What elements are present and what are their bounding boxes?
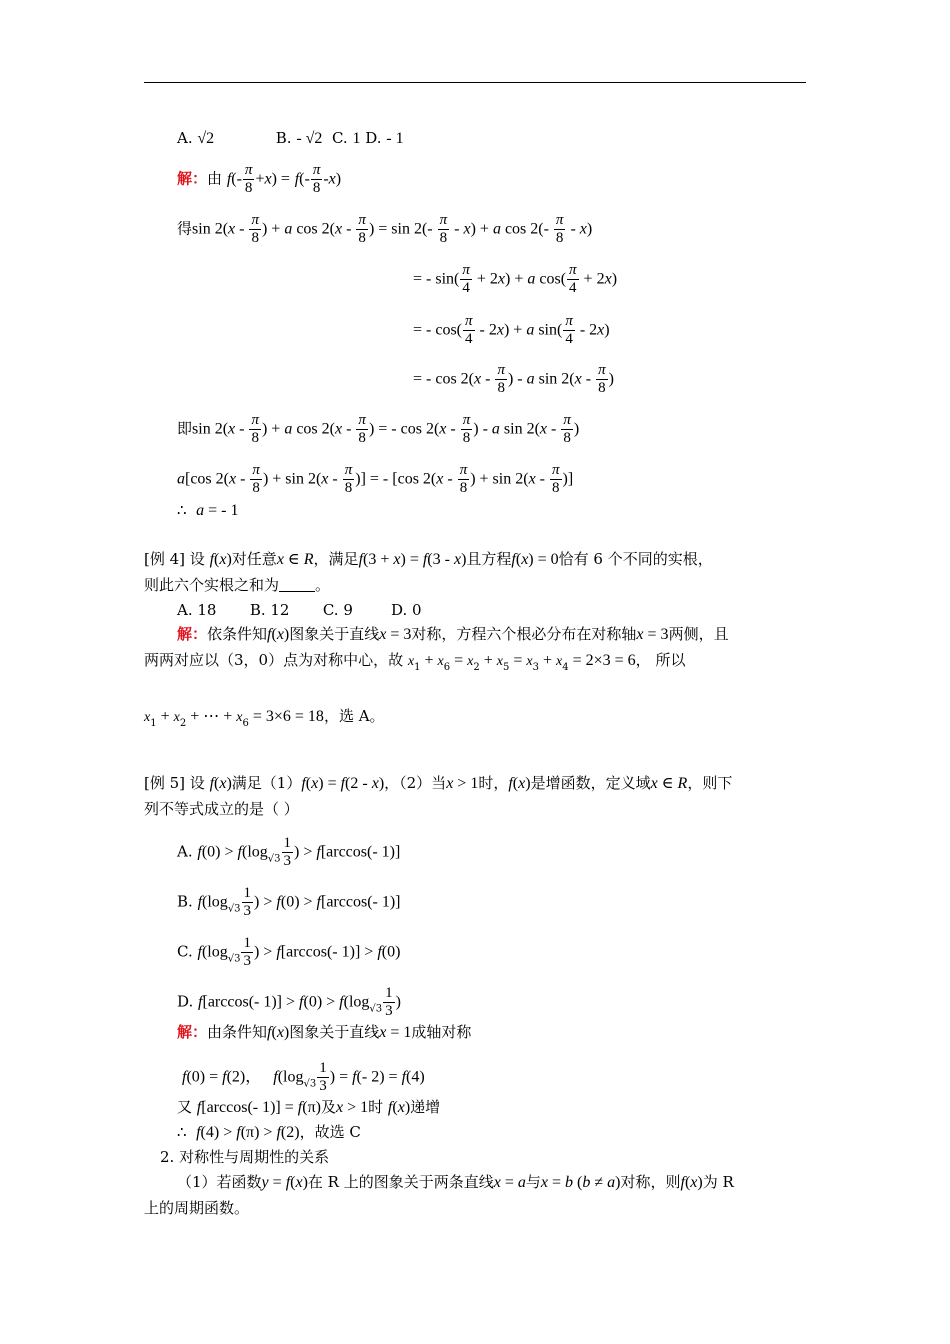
example4-options: A. 18 B. 12 C. 9 D. 0 bbox=[177, 601, 422, 619]
derivation-conclusion: ∴ a = - 1 bbox=[177, 501, 239, 519]
example5-option-d: D. f[arccos(- $1)] > f(0) > f(\log_{√3}$ $\frac{1}{3}$ ) bbox=[177, 985, 401, 1019]
example4-line2: 则此六个实根之和为 。 bbox=[144, 576, 331, 594]
derivation-line4: = - cos 2(x - $\frac{\pi}{8}$ ) - a sin 2(x - $\frac{\pi}{8}$ ) bbox=[413, 362, 614, 396]
example5-solution2: f(0) = f(2)， $f(\log_{√3}$ $\frac{1}{3}$ ) = f(- 2) = f(4) bbox=[182, 1060, 425, 1094]
section2-para2: 上的周期函数。 bbox=[144, 1199, 250, 1217]
derivation-line2: = - sin( $\frac{\pi}{4}$ + 2x) + a cos( $\frac{\pi}{4}$ + 2x) bbox=[413, 262, 618, 296]
answer-blank bbox=[279, 577, 315, 592]
header-rule bbox=[144, 82, 806, 83]
example5-solution4: ∴ f(4) > f(π) > f(2)，故选 C bbox=[177, 1123, 361, 1141]
derivation-line5: 即sin 2(x - $\frac{\pi}{8}$ ) + a cos 2(x - $\frac{\pi}{8}$ ) = - cos 2(x - $\frac{\pi}{8}$ ) - a sin 2(x - $\frac{\pi}{8}$ ) bbox=[177, 412, 580, 446]
section2-title: 2. 对称性与周期性的关系 bbox=[160, 1148, 330, 1166]
example4-solution1: 解：依条件知f(x)图象关于直线x = 3对称，方程六个根必分布在对称轴x = 3两侧，且 bbox=[177, 625, 729, 643]
derivation-line6: a[cos 2(x - $\frac{\pi}{8}$ ) + sin 2(x - $\frac{\pi}{8}$ )] = - [cos 2(x - $\frac{\pi}{8}$ ) + sin 2(x - $\frac{\pi}{8}$ )] bbox=[177, 462, 574, 496]
example5-line2: 列不等式成立的是（ ） bbox=[144, 800, 299, 818]
derivation-line1: 得sin 2(x - $\frac{\pi}{8}$ ) + a cos 2(x - $\frac{\pi}{8}$ ) = sin 2(- $\frac{\pi}{8}$ - x) + a cos 2(- $\frac{\pi}{8}$ - x) bbox=[177, 212, 593, 246]
example5-option-b: B. $f(\log_{√3}$ $\frac{1}{3}$ ) > f(0) > f[arccos(- 1)] bbox=[177, 885, 401, 919]
example5-statement: [例 5] 设 f(x)满足（1）f(x) = f(2 - x)，（2）当x > 1时，f(x)是增函数，定义域x ∈ R，则下 bbox=[144, 774, 733, 792]
example5-solution1: 解：由条件知f(x)图象关于直线x = 1成轴对称 bbox=[177, 1023, 472, 1041]
example5-option-a: A. $f(0) > f(\log_{√3}$ $\frac{1}{3}$ ) > f[arccos(- 1)] bbox=[177, 835, 401, 869]
prev-options: A. √2 B. - √2 C. 1 D. - 1 bbox=[177, 129, 404, 147]
example4-solution2: 两两对应以（3，0）点为对称中心，故 $x_1 + x_6 = x_2 + x_5 = x_3 + x_4 = 2\times 3 = 6$， 所以 bbox=[144, 651, 686, 673]
derivation-line3: = - cos( $\frac{\pi}{4}$ - 2x) + a sin( $\frac{\pi}{4}$ - 2x) bbox=[413, 313, 610, 347]
example4-solution3: $x_1 + x_2$ + ⋯ + $x_6 = 3\times 6 = 18$，选 A。 bbox=[144, 707, 385, 729]
section2-para1: （1）若函数y = f(x)在 R 上的图象关于两条直线x = a与x = b (b ≠ a)对称，则f(x)为 R bbox=[177, 1173, 734, 1191]
prev-solution-line1: 解：由 f(- $\frac{\pi}{8}$ +x) = f(- $\frac{\pi}{8}$ -x) bbox=[177, 162, 342, 196]
example5-solution3: 又 f[arccos(- 1)] = f(π)及x > 1时 f(x)递增 bbox=[177, 1098, 441, 1116]
example4-statement: [例 4] 设 f(x)对任意x ∈ R，满足f(3 + x) = f(3 - x)且方程f(x) = 0恰有 6 个不同的实根， bbox=[144, 550, 713, 568]
example5-option-c: C. $f(\log_{√3}$ $\frac{1}{3}$ ) > f[arccos(- 1)] > f(0) bbox=[177, 935, 401, 969]
